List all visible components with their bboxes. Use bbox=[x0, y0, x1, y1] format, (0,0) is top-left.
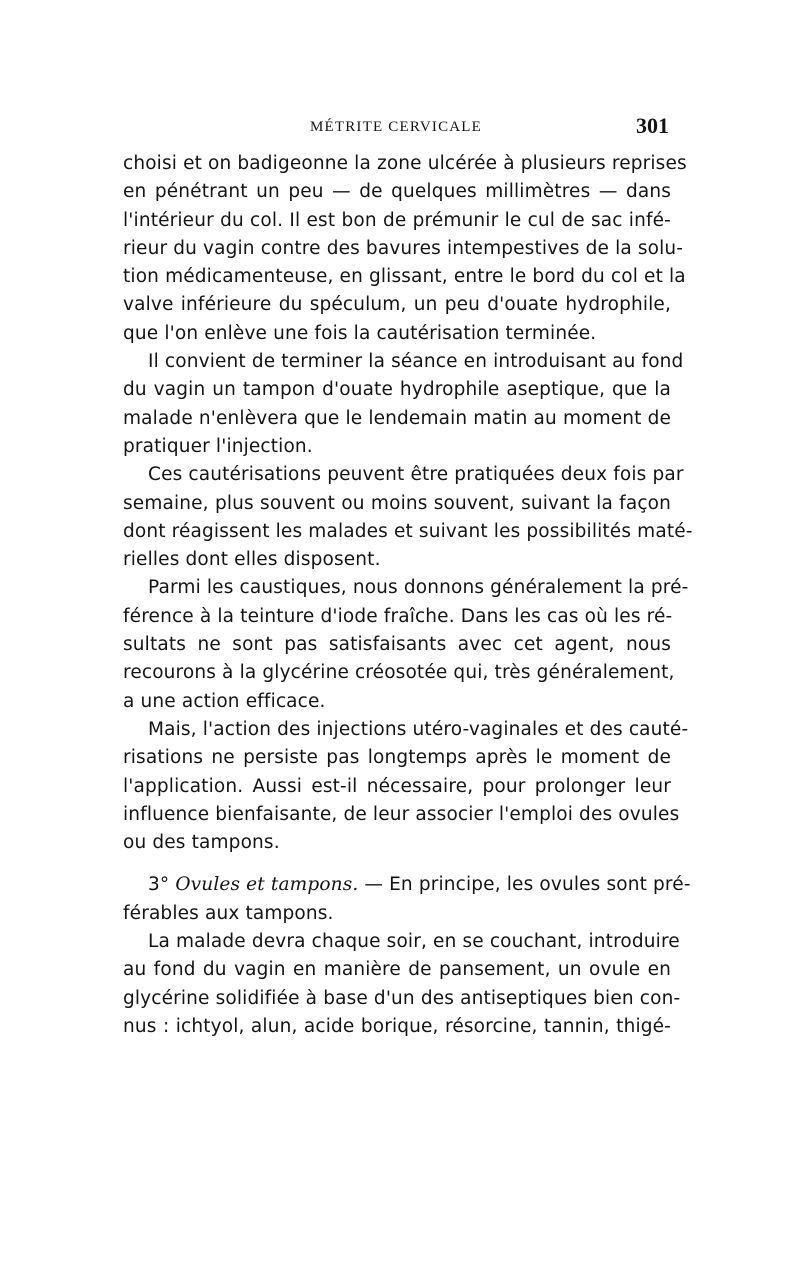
text-line: pratiquer l'injection. bbox=[123, 435, 313, 457]
text-line: semaine, plus souvent ou moins souvent, suivant la façon bbox=[123, 492, 671, 514]
paragraph-3 bbox=[123, 461, 693, 574]
text-line: Ces cautérisations peuvent être pratiquées deux fois par bbox=[148, 464, 684, 486]
text-line: glycérine solidifiée à base d'un des antiseptiques bien con- bbox=[123, 987, 681, 1009]
text-line: rielles dont elles disposent. bbox=[123, 549, 381, 571]
text-line: a une action efficace. bbox=[123, 690, 326, 712]
section-heading-paragraph bbox=[123, 871, 691, 928]
text-line: influence bienfaisante, de leur associer l'emploi des ovules bbox=[123, 803, 680, 825]
text-line: l'application. Aussi est-il nécessaire, pour prolonger leur bbox=[123, 775, 671, 797]
text-line: risations ne persiste pas longtemps après le moment de bbox=[123, 747, 671, 769]
section-intro: En principe, les ovules sont pré- bbox=[389, 874, 691, 896]
text-line: La malade devra chaque soir, en se couchant, introduire bbox=[148, 931, 680, 953]
text-line: Parmi les caustiques, nous donnons généralement la pré- bbox=[148, 577, 689, 599]
text-line: nus : ichtyol, alun, acide borique, résorcine, tannin, thigé- bbox=[123, 1015, 671, 1037]
text-line: recourons à la glycérine créosotée qui, très généralement, bbox=[123, 662, 675, 684]
text-line: tion médicamenteuse, en glissant, entre le bord du col et la bbox=[123, 266, 686, 288]
text-line: au fond du vagin en manière de pansement, un ovule en bbox=[123, 959, 671, 981]
text-line: férence à la teinture d'iode fraîche. Dans les cas où les ré- bbox=[123, 605, 673, 627]
body-text bbox=[123, 150, 693, 1041]
text-line: l'intérieur du col. Il est bon de prémunir le cul de sac infé- bbox=[123, 209, 671, 231]
running-title: MÉTRITE CERVICALE bbox=[309, 119, 483, 135]
text-line: en pénétrant un peu — de quelques millimètres — dans bbox=[123, 181, 671, 203]
text-line: choisi et on badigeonne la zone ulcérée à plusieurs reprises bbox=[123, 153, 687, 174]
page-number: 301 bbox=[636, 113, 669, 138]
text-line: Mais, l'action des injections utéro-vaginales et des cauté- bbox=[148, 718, 689, 740]
paragraph-5 bbox=[123, 716, 689, 857]
text-line: ou des tampons. bbox=[123, 832, 280, 854]
text-line: Il convient de terminer la séance en introduisant au fond bbox=[148, 351, 684, 373]
text-line: rieur du vagin contre des bavures intempestives de la solu- bbox=[123, 237, 684, 259]
text-line: sultats ne sont pas satisfaisants avec cet agent, nous bbox=[123, 634, 671, 656]
section-number: 3° bbox=[148, 874, 170, 896]
paragraph-1 bbox=[123, 150, 687, 348]
running-header bbox=[123, 113, 669, 143]
section-spacer bbox=[123, 857, 671, 871]
paragraph-7 bbox=[123, 928, 681, 1041]
section-heading-line bbox=[123, 871, 691, 899]
text-line: malade n'enlèvera que le lendemain matin au moment de bbox=[123, 407, 672, 429]
text-line: du vagin un tampon d'ouate hydrophile aseptique, que la bbox=[123, 379, 671, 401]
paragraph-2 bbox=[123, 348, 684, 461]
text-line: dont réagissent les malades et suivant les possibilités maté- bbox=[123, 520, 693, 542]
text-line: que l'on enlève une fois la cautérisation terminée. bbox=[123, 322, 597, 344]
text-line: valve inférieure du spéculum, un peu d'ouate hydrophile, bbox=[123, 294, 671, 316]
section-dash: — bbox=[364, 874, 384, 896]
section-title: Ovules et tampons. bbox=[175, 874, 359, 896]
paragraph-4 bbox=[123, 574, 689, 715]
text-line: férables aux tampons. bbox=[123, 902, 334, 924]
